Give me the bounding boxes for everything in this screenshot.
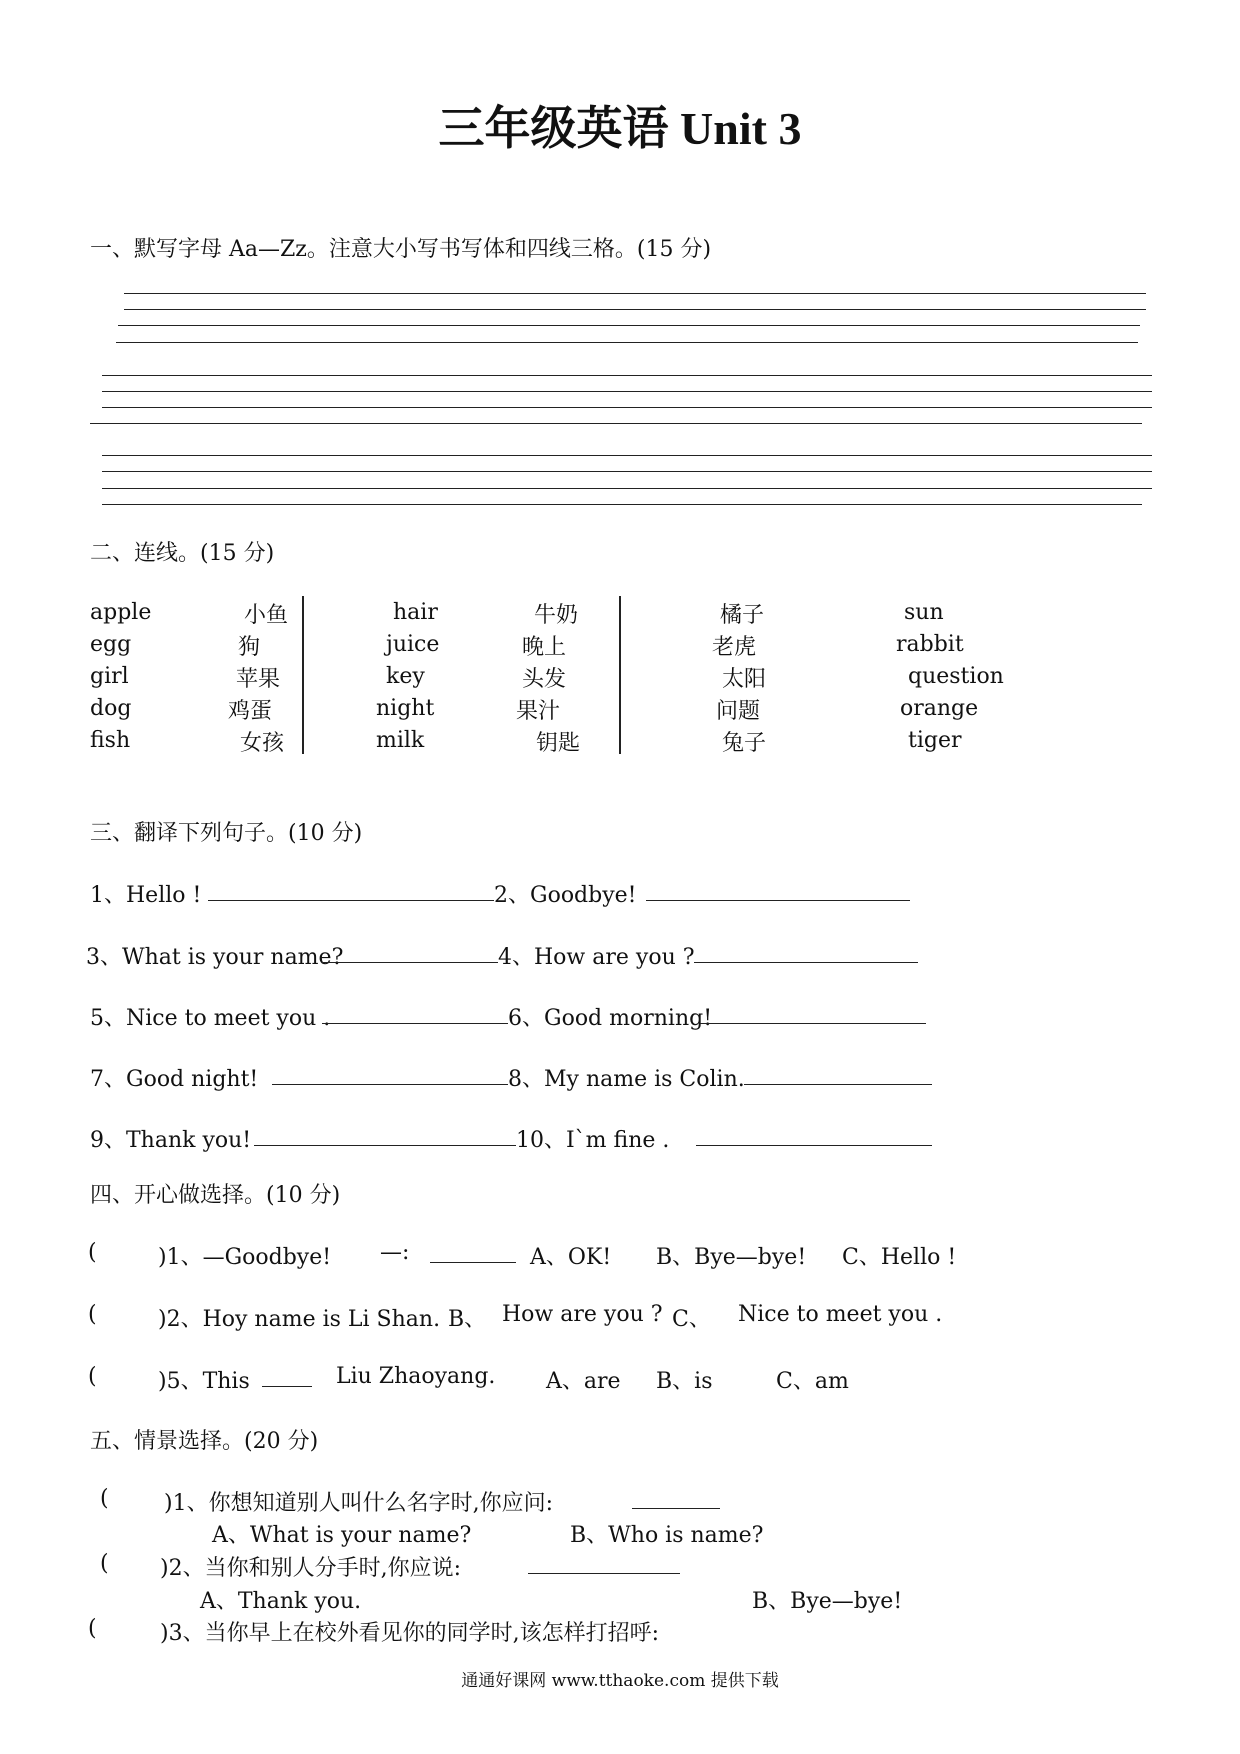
option-b: B、Bye—bye!: [752, 1589, 903, 1614]
match-word: sun: [904, 600, 944, 625]
answer-blank[interactable]: [430, 1262, 516, 1263]
match-word: tiger: [908, 728, 962, 753]
page-title: 三年级英语 Unit 3: [438, 103, 802, 154]
answer-blank[interactable]: [632, 1508, 720, 1509]
match-word: 果汁: [516, 699, 561, 724]
option-c-text: Nice to meet you .: [738, 1302, 943, 1327]
match-word: question: [908, 664, 1004, 689]
match-word: 狗: [238, 635, 261, 660]
match-word: 晚上: [522, 635, 567, 660]
answer-blank[interactable]: [208, 900, 494, 901]
answer-blank[interactable]: [322, 962, 498, 963]
match-word: egg: [90, 632, 132, 657]
option-a: A、are: [546, 1369, 621, 1394]
question-text: )2、Hoy name is Li Shan.: [158, 1307, 441, 1332]
question-text: Liu Zhaoyang.: [336, 1364, 496, 1389]
match-word: 苹果: [236, 667, 281, 692]
translate-item: 3、What is your name?: [86, 945, 344, 970]
question-text: —:: [380, 1240, 410, 1265]
match-word: juice: [386, 632, 440, 657]
answer-paren[interactable]: (: [100, 1486, 109, 1511]
translate-item: 2、Goodbye!: [494, 883, 637, 908]
question-text: )1、你想知道别人叫什么名字时,你应问:: [164, 1491, 553, 1516]
option-b: B、is: [656, 1369, 713, 1394]
answer-blank[interactable]: [262, 1386, 312, 1387]
match-word: 钥匙: [536, 731, 581, 756]
option-c: C、: [672, 1307, 711, 1332]
divider: [302, 596, 304, 754]
match-word: 女孩: [240, 731, 285, 756]
answer-paren[interactable]: (: [88, 1364, 97, 1389]
answer-blank[interactable]: [694, 962, 918, 963]
option-a: A、What is your name?: [212, 1523, 472, 1548]
section2-heading: 二、连线。(15 分): [90, 541, 275, 566]
option-b-text: How are you ?: [502, 1302, 663, 1327]
question-text: )2、当你和别人分手时,你应说:: [160, 1556, 461, 1581]
section1-heading: 一、默写字母 Aa—Zz。注意大小写书写体和四线三格。(15 分): [90, 237, 712, 262]
translate-item: 9、Thank you!: [90, 1128, 252, 1153]
answer-paren[interactable]: (: [88, 1616, 97, 1641]
option-a: A、OK!: [530, 1245, 612, 1270]
match-word: 问题: [716, 699, 761, 724]
answer-blank[interactable]: [744, 1084, 932, 1085]
translate-item: 10、I`m fine .: [516, 1128, 670, 1153]
answer-blank[interactable]: [272, 1084, 508, 1085]
match-word: hair: [393, 600, 438, 625]
option-c: C、am: [776, 1369, 849, 1394]
divider: [619, 596, 621, 754]
option-c: C、Hello !: [842, 1245, 957, 1270]
match-word: 太阳: [722, 667, 767, 692]
option-b: B、Who is name?: [570, 1523, 764, 1548]
answer-blank[interactable]: [254, 1145, 516, 1146]
answer-blank[interactable]: [646, 900, 910, 901]
match-word: fish: [90, 728, 131, 753]
match-word: 头发: [522, 667, 567, 692]
translate-item: 1、Hello !: [90, 883, 202, 908]
translate-item: 8、My name is Colin.: [508, 1067, 745, 1092]
match-word: 兔子: [722, 731, 767, 756]
answer-blank[interactable]: [322, 1023, 508, 1024]
match-word: milk: [376, 728, 425, 753]
section4-heading: 四、开心做选择。(10 分): [90, 1183, 341, 1208]
answer-blank[interactable]: [696, 1145, 932, 1146]
translate-item: 5、Nice to meet you .: [90, 1006, 331, 1031]
match-word: 老虎: [712, 635, 757, 660]
question-text: )1、—Goodbye!: [158, 1245, 332, 1270]
match-word: dog: [90, 696, 132, 721]
answer-paren[interactable]: (: [100, 1551, 109, 1576]
answer-paren[interactable]: (: [88, 1240, 97, 1265]
match-word: 鸡蛋: [228, 699, 273, 724]
translate-item: 7、Good night!: [90, 1067, 259, 1092]
match-word: apple: [90, 600, 152, 625]
translate-item: 4、How are you ?: [498, 945, 695, 970]
translate-item: 6、Good morning!: [508, 1006, 713, 1031]
option-b: B、Bye—bye!: [656, 1245, 807, 1270]
footer-source: 通通好课网 www.tthaoke.com 提供下载: [461, 1671, 779, 1691]
match-word: 橘子: [720, 603, 765, 628]
option-b: B、: [448, 1307, 487, 1332]
match-word: 牛奶: [534, 603, 579, 628]
answer-paren[interactable]: (: [88, 1302, 97, 1327]
option-a: A、Thank you.: [200, 1589, 362, 1614]
match-word: key: [386, 664, 425, 689]
match-word: girl: [90, 664, 129, 689]
match-word: orange: [900, 696, 979, 721]
match-word: rabbit: [896, 632, 964, 657]
match-word: 小鱼: [244, 603, 289, 628]
question-text: )3、当你早上在校外看见你的同学时,该怎样打招呼:: [160, 1621, 659, 1646]
section3-heading: 三、翻译下列句子。(10 分): [90, 821, 363, 846]
answer-blank[interactable]: [528, 1573, 680, 1574]
match-word: night: [376, 696, 435, 721]
section5-heading: 五、情景选择。(20 分): [90, 1429, 319, 1454]
question-text: )5、This: [158, 1369, 250, 1394]
answer-blank[interactable]: [700, 1023, 926, 1024]
